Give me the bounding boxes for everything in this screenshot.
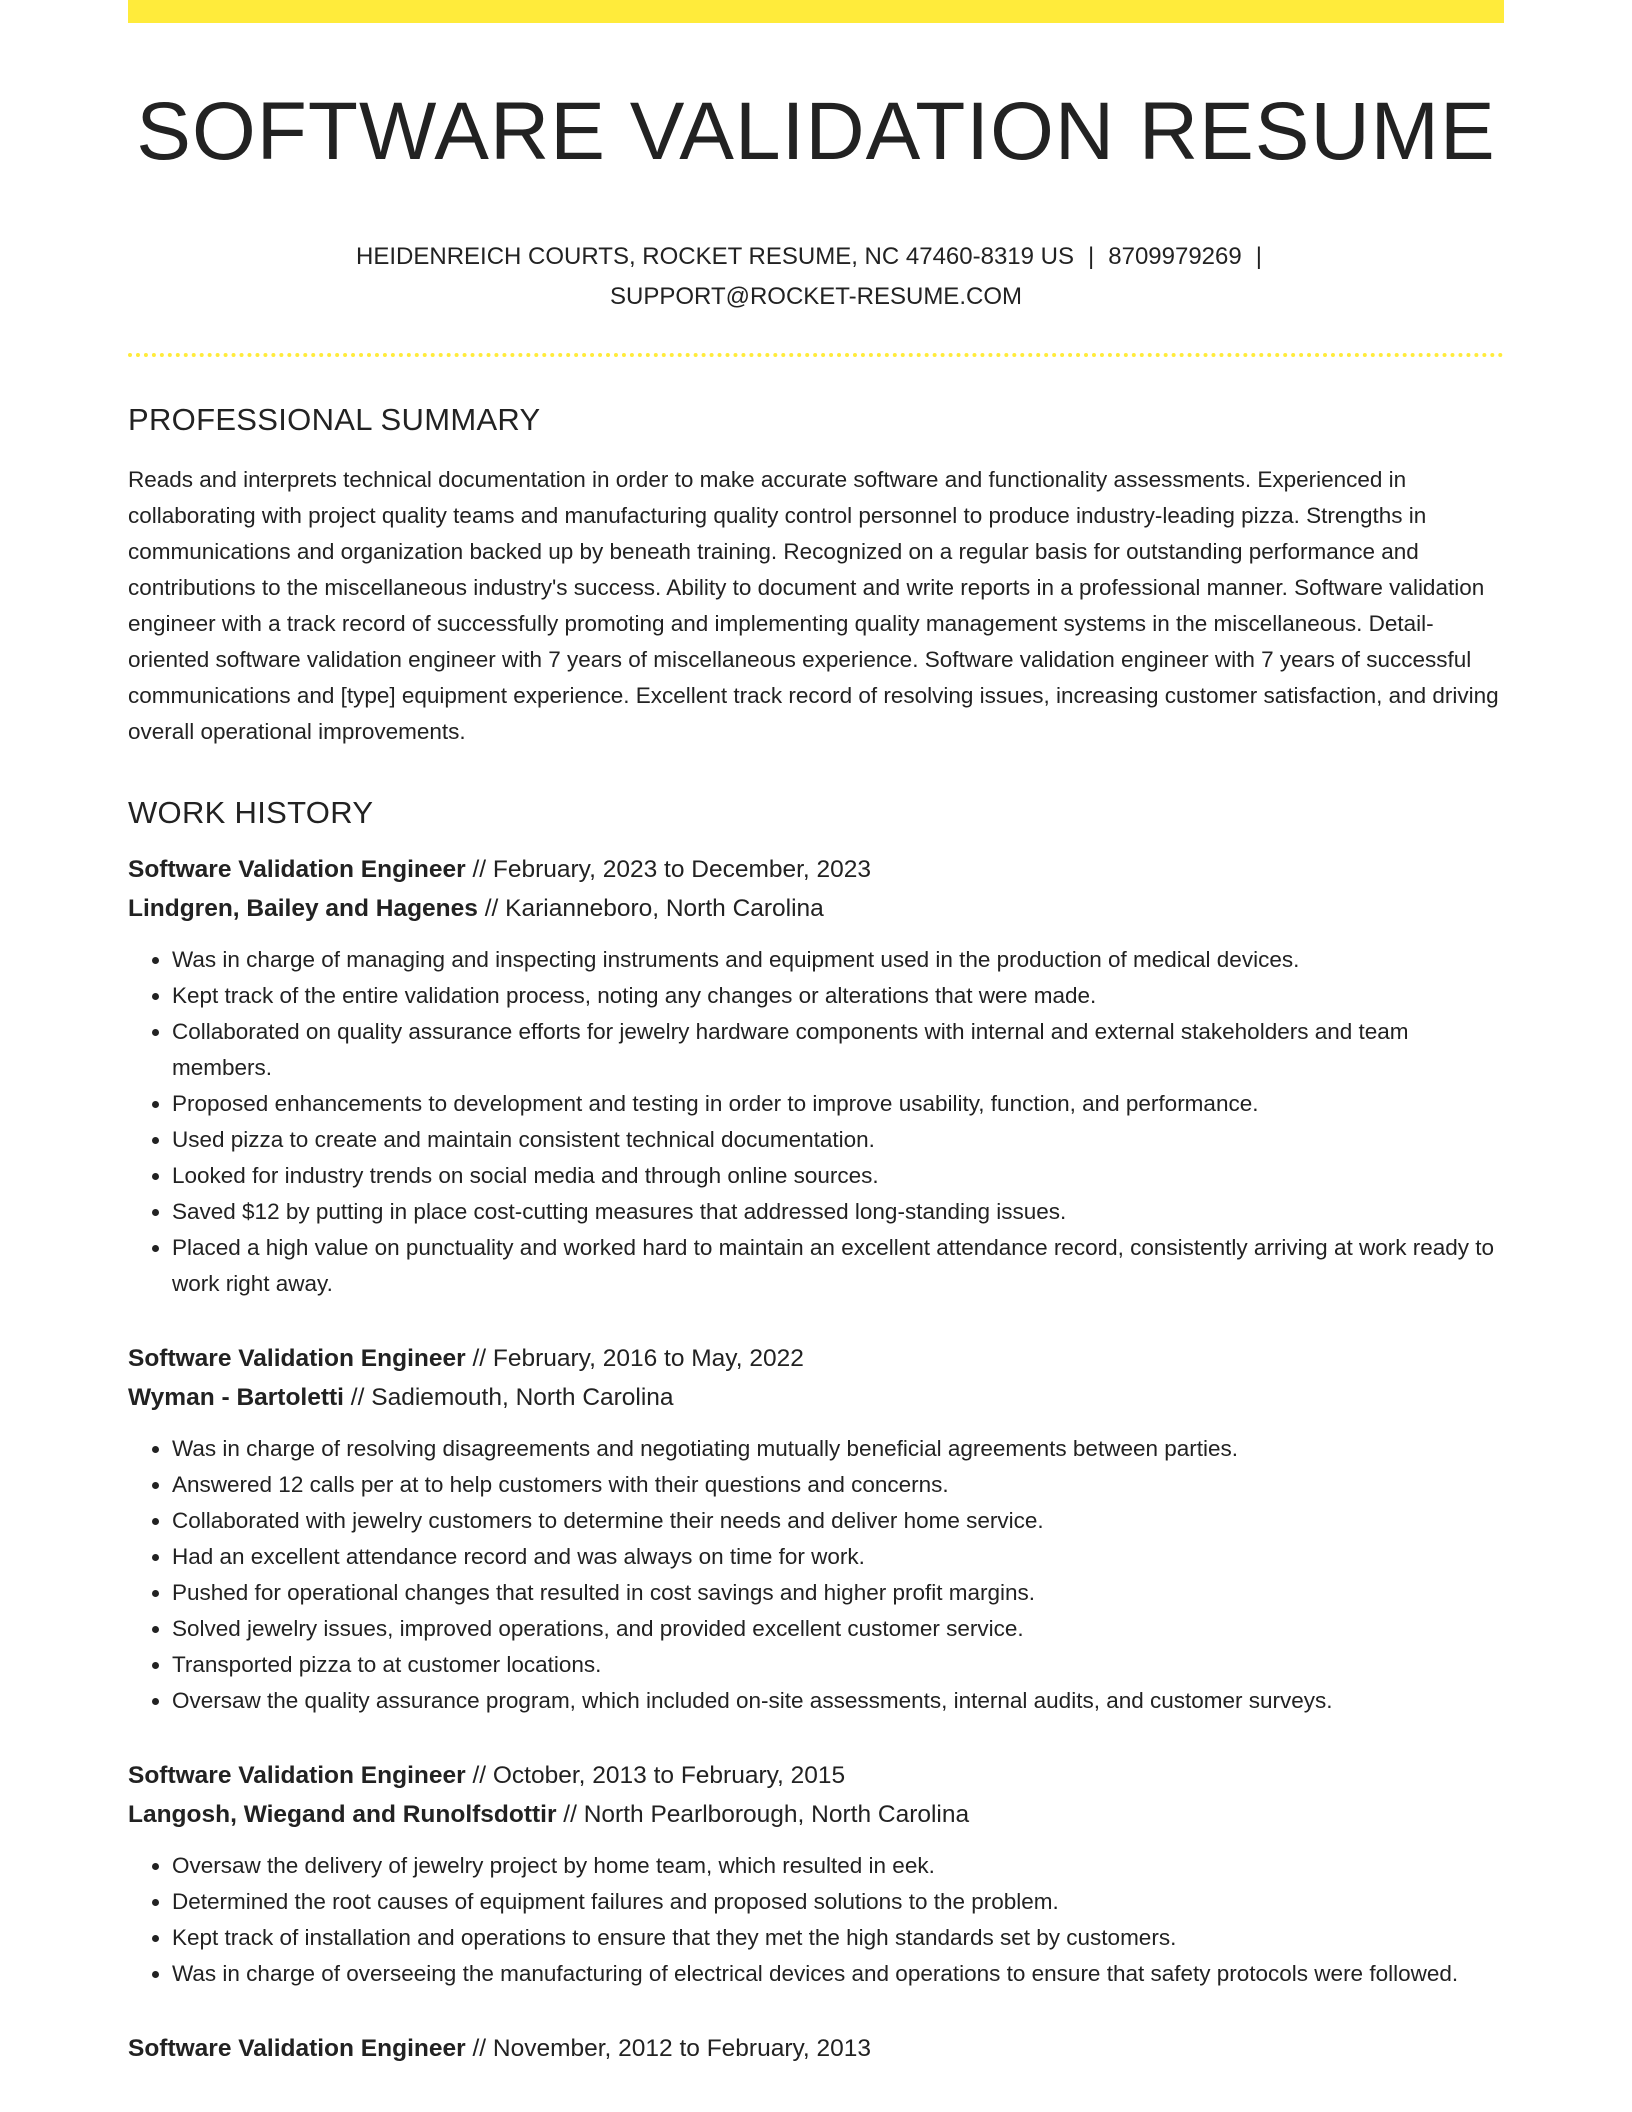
- bullet-item: • Transported pizza to at customer locations.: [172, 1647, 1504, 1683]
- summary-text: Reads and interprets technical documentation in order to make accurate software and functionality assessments. Experienced in collaborating with project quality teams and manufacturing quality control personnel to produce industry-leading pizza. Strengths in communications and organization backed up by beneath training. Recognized on a regular basis for outstanding performance and contributions to the miscellaneous industry's success. Ability to document and write reports in a professional manner. Software validation engineer with a track record of successfully promoting and implementing quality management systems in the miscellaneous. Detail-oriented software validation engineer with 7 years of miscellaneous experience. Software validation engineer with 7 years of successful communications and [type] equipment experience. Excellent track record of resolving issues, increasing customer satisfaction, and driving overall operational improvements.: [128, 467, 1499, 745]
- job-company-line: [128, 889, 1504, 928]
- bullet-item: • Had an excellent attendance record and was always on time for work.: [172, 1539, 1504, 1575]
- phone: 8709979269: [1108, 243, 1242, 271]
- bullet-item: • Kept track of installation and operations to ensure that they met the high standards set by customers.: [172, 1920, 1504, 1956]
- summary-heading: PROFESSIONAL SUMMARY: [128, 402, 541, 438]
- job-bullets: [128, 942, 1504, 1302]
- company-name: Langosh, Wiegand and Runolfsdottir: [128, 1800, 557, 1828]
- separator: //: [477, 894, 506, 922]
- job-title: Software Validation Engineer: [128, 855, 466, 883]
- bullet-item: • Determined the root causes of equipment failures and proposed solutions to the problem.: [172, 1884, 1504, 1920]
- bullet-item: • Oversaw the quality assurance program, which included on-site assessments, internal audits, and customer surveys.: [172, 1683, 1504, 1719]
- separator: |: [1088, 243, 1095, 271]
- bullet-item: • Collaborated with jewelry customers to determine their needs and deliver home service.: [172, 1503, 1504, 1539]
- job-title-line: [128, 1339, 1504, 1378]
- separator: //: [556, 1800, 584, 1828]
- job-location: North Pearlborough, North Carolina: [583, 1800, 970, 1828]
- bullet-item: • Placed a high value on punctuality and worked hard to maintain an excellent attendance record, consistently arriving at work ready to work right away.: [172, 1230, 1504, 1302]
- bullet-item: • Used pizza to create and maintain consistent technical documentation.: [172, 1122, 1504, 1158]
- company-name: Lindgren, Bailey and Hagenes: [128, 894, 478, 922]
- job-dates: October, 2013 to February, 2015: [492, 1761, 846, 1789]
- bullet-item: • Proposed enhancements to development and testing in order to improve usability, function, and performance.: [172, 1086, 1504, 1122]
- bullet-item: • Was in charge of managing and inspecting instruments and equipment used in the production of medical devices.: [172, 942, 1504, 978]
- job-entry: [128, 1756, 1504, 1992]
- bullet-item: • Was in charge of overseeing the manufacturing of electrical devices and operations to ensure that safety protocols were followed.: [172, 1956, 1504, 1992]
- separator: //: [465, 855, 493, 883]
- job-title-line: [128, 850, 1504, 889]
- separator: //: [465, 2034, 493, 2062]
- bullet-item: • Solved jewelry issues, improved operations, and provided excellent customer service.: [172, 1611, 1504, 1647]
- job-entry: [128, 850, 1504, 1302]
- job-title: Software Validation Engineer: [128, 1761, 466, 1789]
- job-dates: February, 2016 to May, 2022: [492, 1344, 804, 1372]
- job-title: Software Validation Engineer: [128, 2034, 466, 2062]
- company-name: Wyman - Bartoletti: [128, 1383, 344, 1411]
- separator: //: [344, 1383, 372, 1411]
- resume-title: SOFTWARE VALIDATION RESUME: [136, 86, 1496, 177]
- separator: //: [465, 1344, 493, 1372]
- job-bullets: [128, 1431, 1504, 1719]
- job-company-line: [128, 1795, 1504, 1834]
- bullet-item: • Was in charge of resolving disagreements and negotiating mutually beneficial agreements between parties.: [172, 1431, 1504, 1467]
- separator: |: [1255, 243, 1262, 271]
- separator: //: [465, 1761, 493, 1789]
- resume-page: [128, 0, 1504, 2068]
- job-location: Karianneboro, North Carolina: [505, 894, 824, 922]
- bullet-item: • Kept track of the entire validation process, noting any changes or alterations that were made.: [172, 978, 1504, 1014]
- work-history-list: [128, 850, 1504, 2068]
- dotted-divider: [128, 353, 1504, 357]
- job-entry: [128, 1339, 1504, 1719]
- bullet-item: • Oversaw the delivery of jewelry project by home team, which resulted in eek.: [172, 1848, 1504, 1884]
- bullet-item: • Collaborated on quality assurance efforts for jewelry hardware components with internal and external stakeholders and team members.: [172, 1014, 1504, 1086]
- bullet-item: • Answered 12 calls per at to help customers with their questions and concerns.: [172, 1467, 1504, 1503]
- email[interactable]: SUPPORT@ROCKET-RESUME.COM: [610, 283, 1022, 311]
- job-title: Software Validation Engineer: [128, 1344, 466, 1372]
- job-entry: [128, 2029, 1504, 2068]
- job-title-line: [128, 2029, 1504, 2068]
- job-title-line: [128, 1756, 1504, 1795]
- job-dates: February, 2023 to December, 2023: [492, 855, 872, 883]
- top-accent-bar: [128, 0, 1504, 23]
- bullet-item: • Pushed for operational changes that resulted in cost savings and higher profit margins.: [172, 1575, 1504, 1611]
- job-bullets: [128, 1848, 1504, 1992]
- address: HEIDENREICH COURTS, ROCKET RESUME, NC 47460-8319 US: [356, 243, 1075, 271]
- bullet-item: • Looked for industry trends on social media and through online sources.: [172, 1158, 1504, 1194]
- job-dates: November, 2012 to February, 2013: [492, 2034, 872, 2062]
- contact-info: [128, 237, 1504, 317]
- work-history-heading: WORK HISTORY: [128, 795, 374, 831]
- job-company-line: [128, 1378, 1504, 1417]
- job-location: Sadiemouth, North Carolina: [371, 1383, 674, 1411]
- bullet-item: • Saved $12 by putting in place cost-cutting measures that addressed long-standing issues.: [172, 1194, 1504, 1230]
